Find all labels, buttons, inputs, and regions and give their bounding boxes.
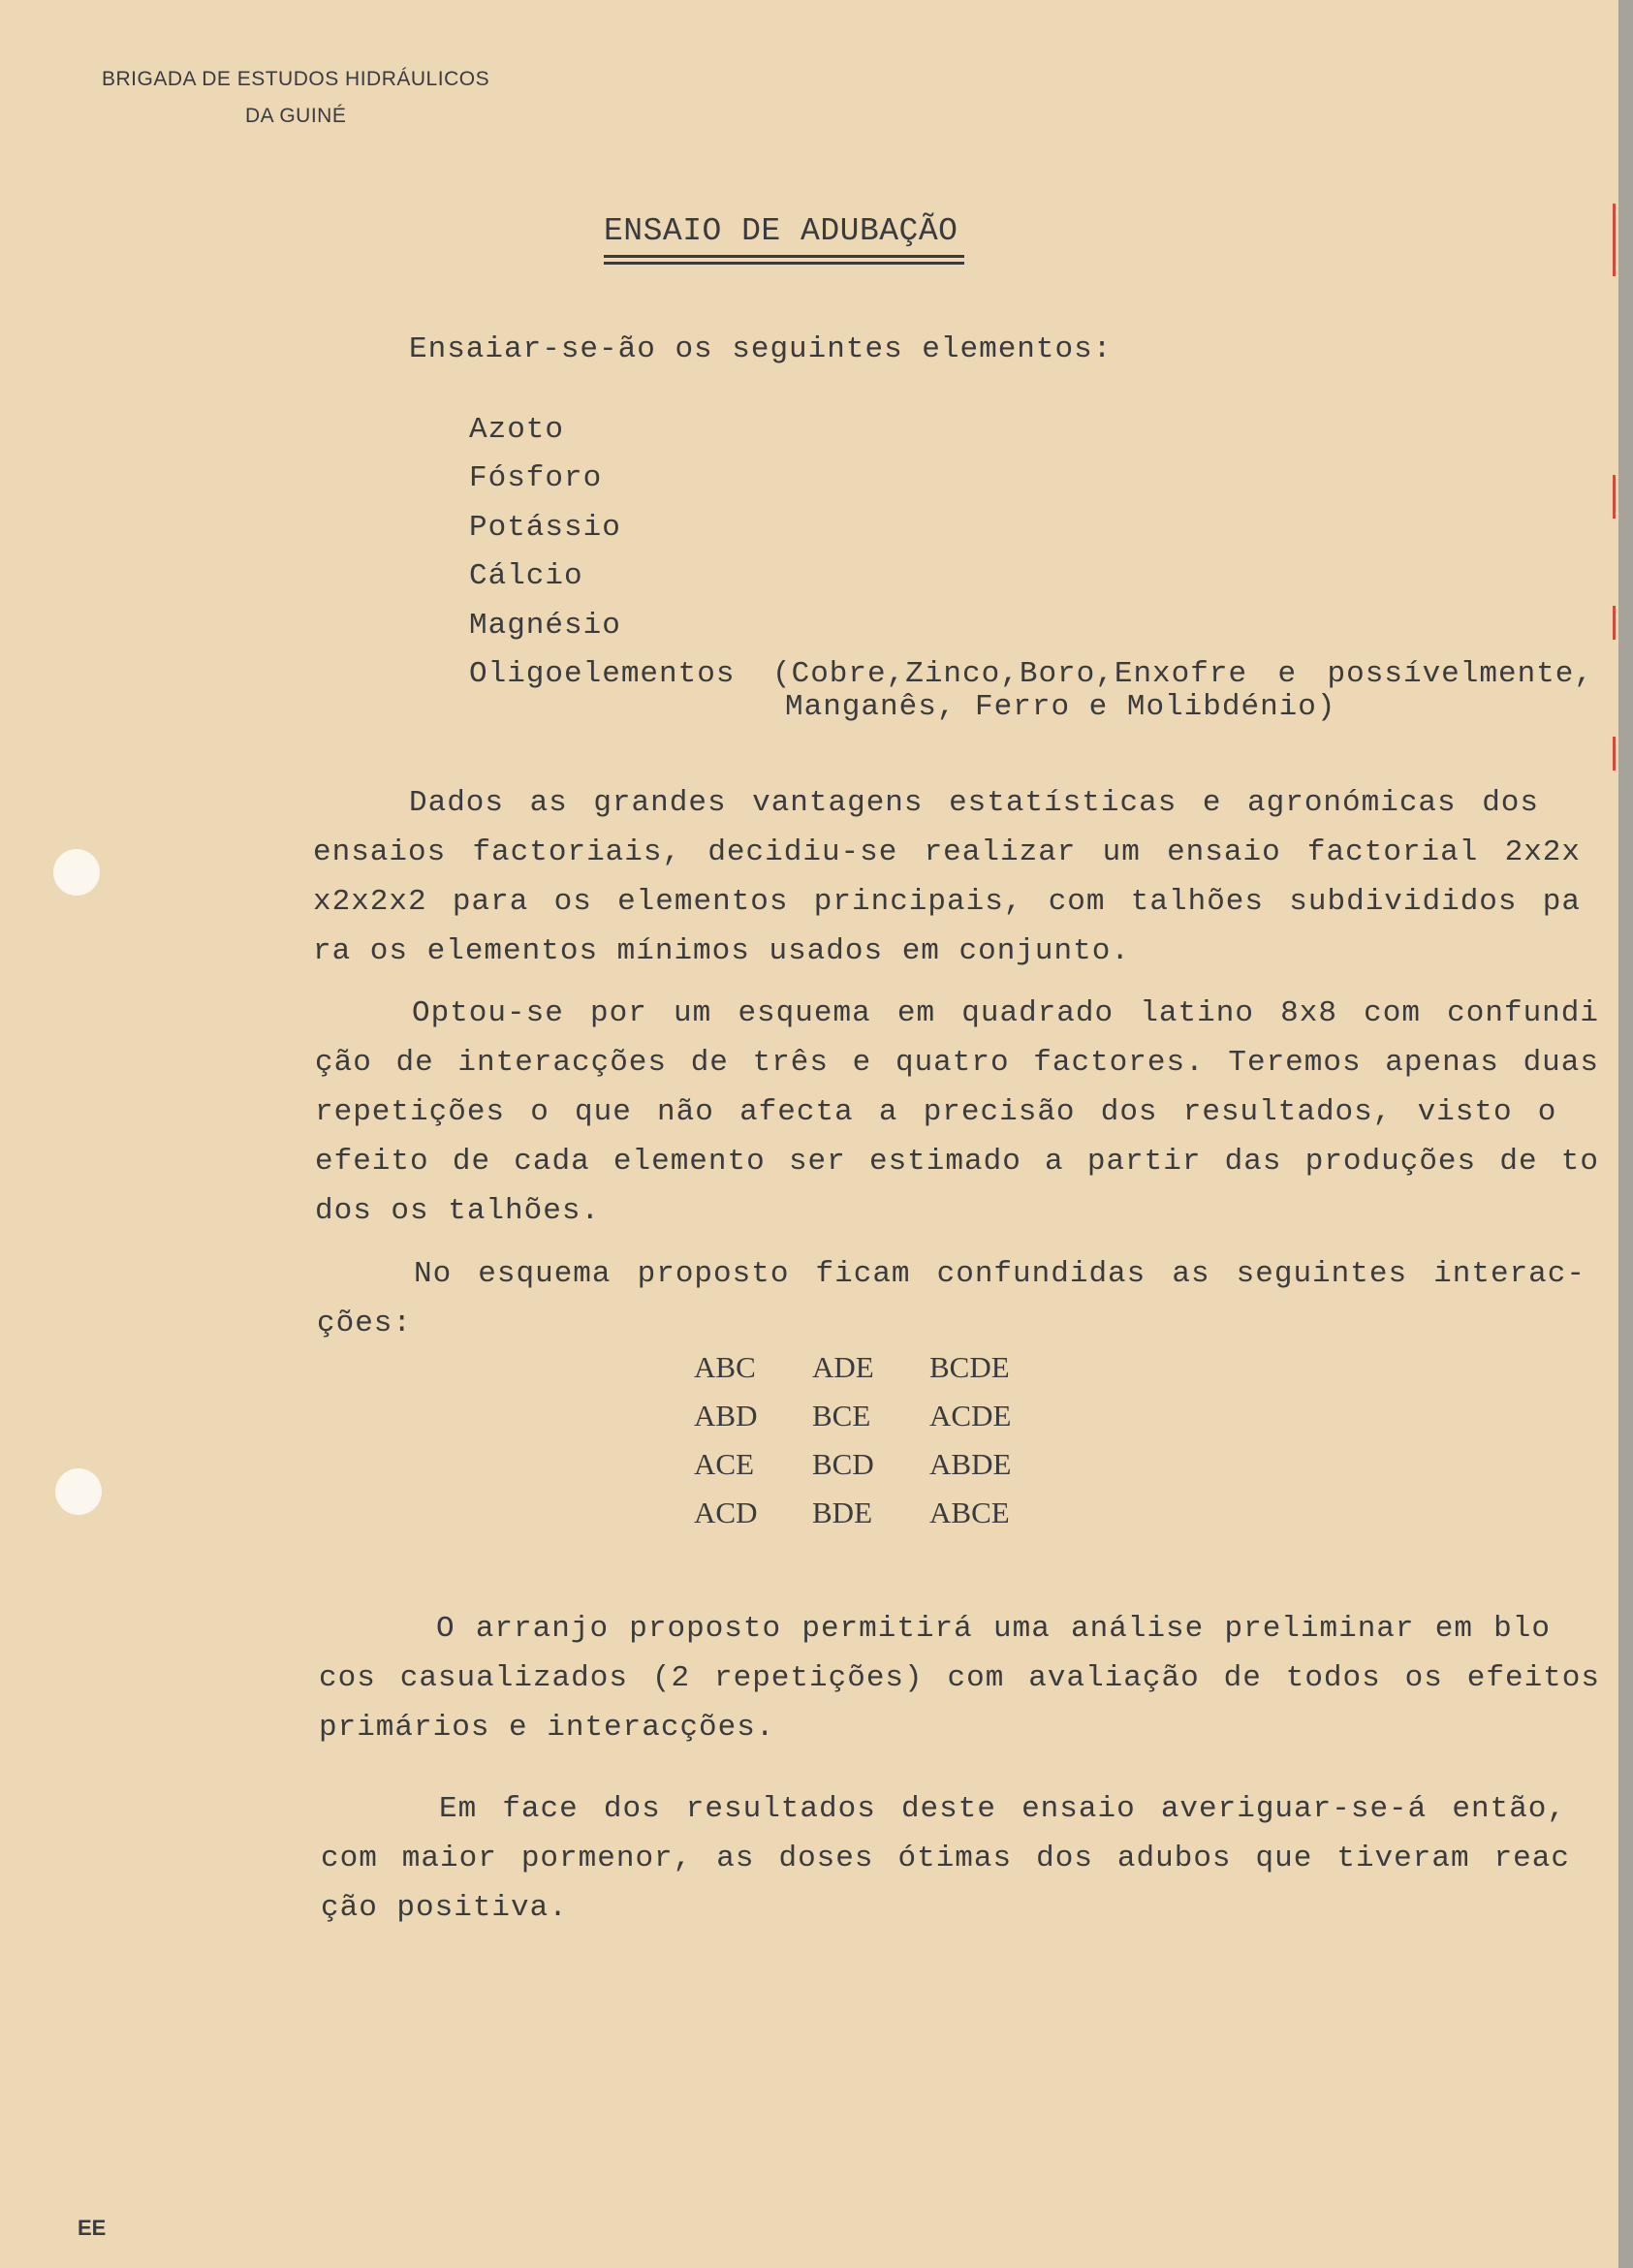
edge-red-line [1613,204,1616,276]
interaction-cell: ABDE [929,1447,1012,1481]
paragraph-2-line: efeito de cada elemento ser estimado a partir das produções de to [315,1145,1599,1179]
paragraph-5-line: com maior pormenor, as doses ótimas dos adubos que tiveram reac [321,1842,1570,1875]
edge-red-line [1613,475,1616,519]
paragraph-1-line: ra os elementos mínimos usados em conjunto. [313,934,1130,968]
interaction-cell: ACE [694,1447,754,1481]
paragraph-4-line: O arranjo proposto permitirá uma análise preliminar em blo [436,1612,1551,1646]
element-item: Potássio [469,511,621,545]
paragraph-4-line: cos casualizados (2 repetições) com avaliação de todos os efeitos [319,1661,1600,1695]
intro-text: Ensaiar-se-ão os seguintes elementos: [409,332,1113,366]
letterhead-line-2: DA GUINÉ [245,105,347,127]
paragraph-1-line: ensaios factoriais, decidiu-se realizar um ensaio factorial 2x2x [313,835,1581,869]
paragraph-1-line: x2x2x2 para os elementos principais, com talhões subdivididos pa [313,885,1581,919]
footer-mark: EE [78,2216,107,2240]
interaction-cell: ABD [694,1399,758,1433]
oligo-detail-2: Manganês, Ferro e Molibdénio) [785,690,1336,724]
paragraph-3-line: ções: [317,1307,413,1340]
letterhead-line-1: BRIGADA DE ESTUDOS HIDRÁULICOS [102,68,490,90]
paragraph-4-line: primários e interacções. [319,1711,775,1745]
paragraph-3-line: No esquema proposto ficam confundidas as seguintes interac- [414,1257,1586,1291]
title-underline-2 [604,262,964,265]
title-underline-1 [604,255,964,258]
paragraph-2-line: dos os talhões. [315,1194,601,1228]
element-item: Cálcio [469,559,583,593]
paragraph-5-line: ção positiva. [321,1891,568,1925]
interaction-cell: ADE [812,1350,874,1384]
element-item: Magnésio [469,609,621,643]
interaction-cell: BCE [812,1399,871,1433]
paragraph-5-line: Em face dos resultados deste ensaio averiguar-se-á então, [439,1792,1566,1826]
paragraph-2-line: repetições o que não afecta a precisão dos resultados, visto o [315,1095,1557,1129]
paragraph-1-line: Dados as grandes vantagens estatísticas e agronómicas dos [409,786,1539,820]
edge-red-line [1613,737,1616,771]
page-title: ENSAIO DE ADUBAÇÃO [604,213,958,249]
paragraph-2-line: ção de interacções de três e quatro factores. Teremos apenas duas [315,1046,1599,1080]
punch-hole [55,1468,102,1515]
page-edge [1618,0,1633,2268]
interaction-cell: ACD [694,1496,758,1529]
paragraph-2-line: Optou-se por um esquema em quadrado latino 8x8 com confundi [412,996,1599,1030]
element-item: Azoto [469,413,565,447]
interaction-cell: ACDE [929,1399,1012,1433]
interaction-cell: ABC [694,1350,756,1384]
letterhead [102,68,490,127]
interaction-cell: ABCE [929,1496,1010,1529]
element-item-oligo: Oligoelementos [469,657,736,691]
edge-red-line [1613,606,1616,640]
element-item: Fósforo [469,461,603,495]
interaction-cell: BCD [812,1447,874,1481]
oligo-detail-1: (Cobre,Zinco,Boro,Enxofre e possívelmente, [772,657,1593,691]
interaction-cell: BDE [812,1496,872,1529]
interaction-cell: BCDE [929,1350,1010,1384]
punch-hole [53,849,100,896]
